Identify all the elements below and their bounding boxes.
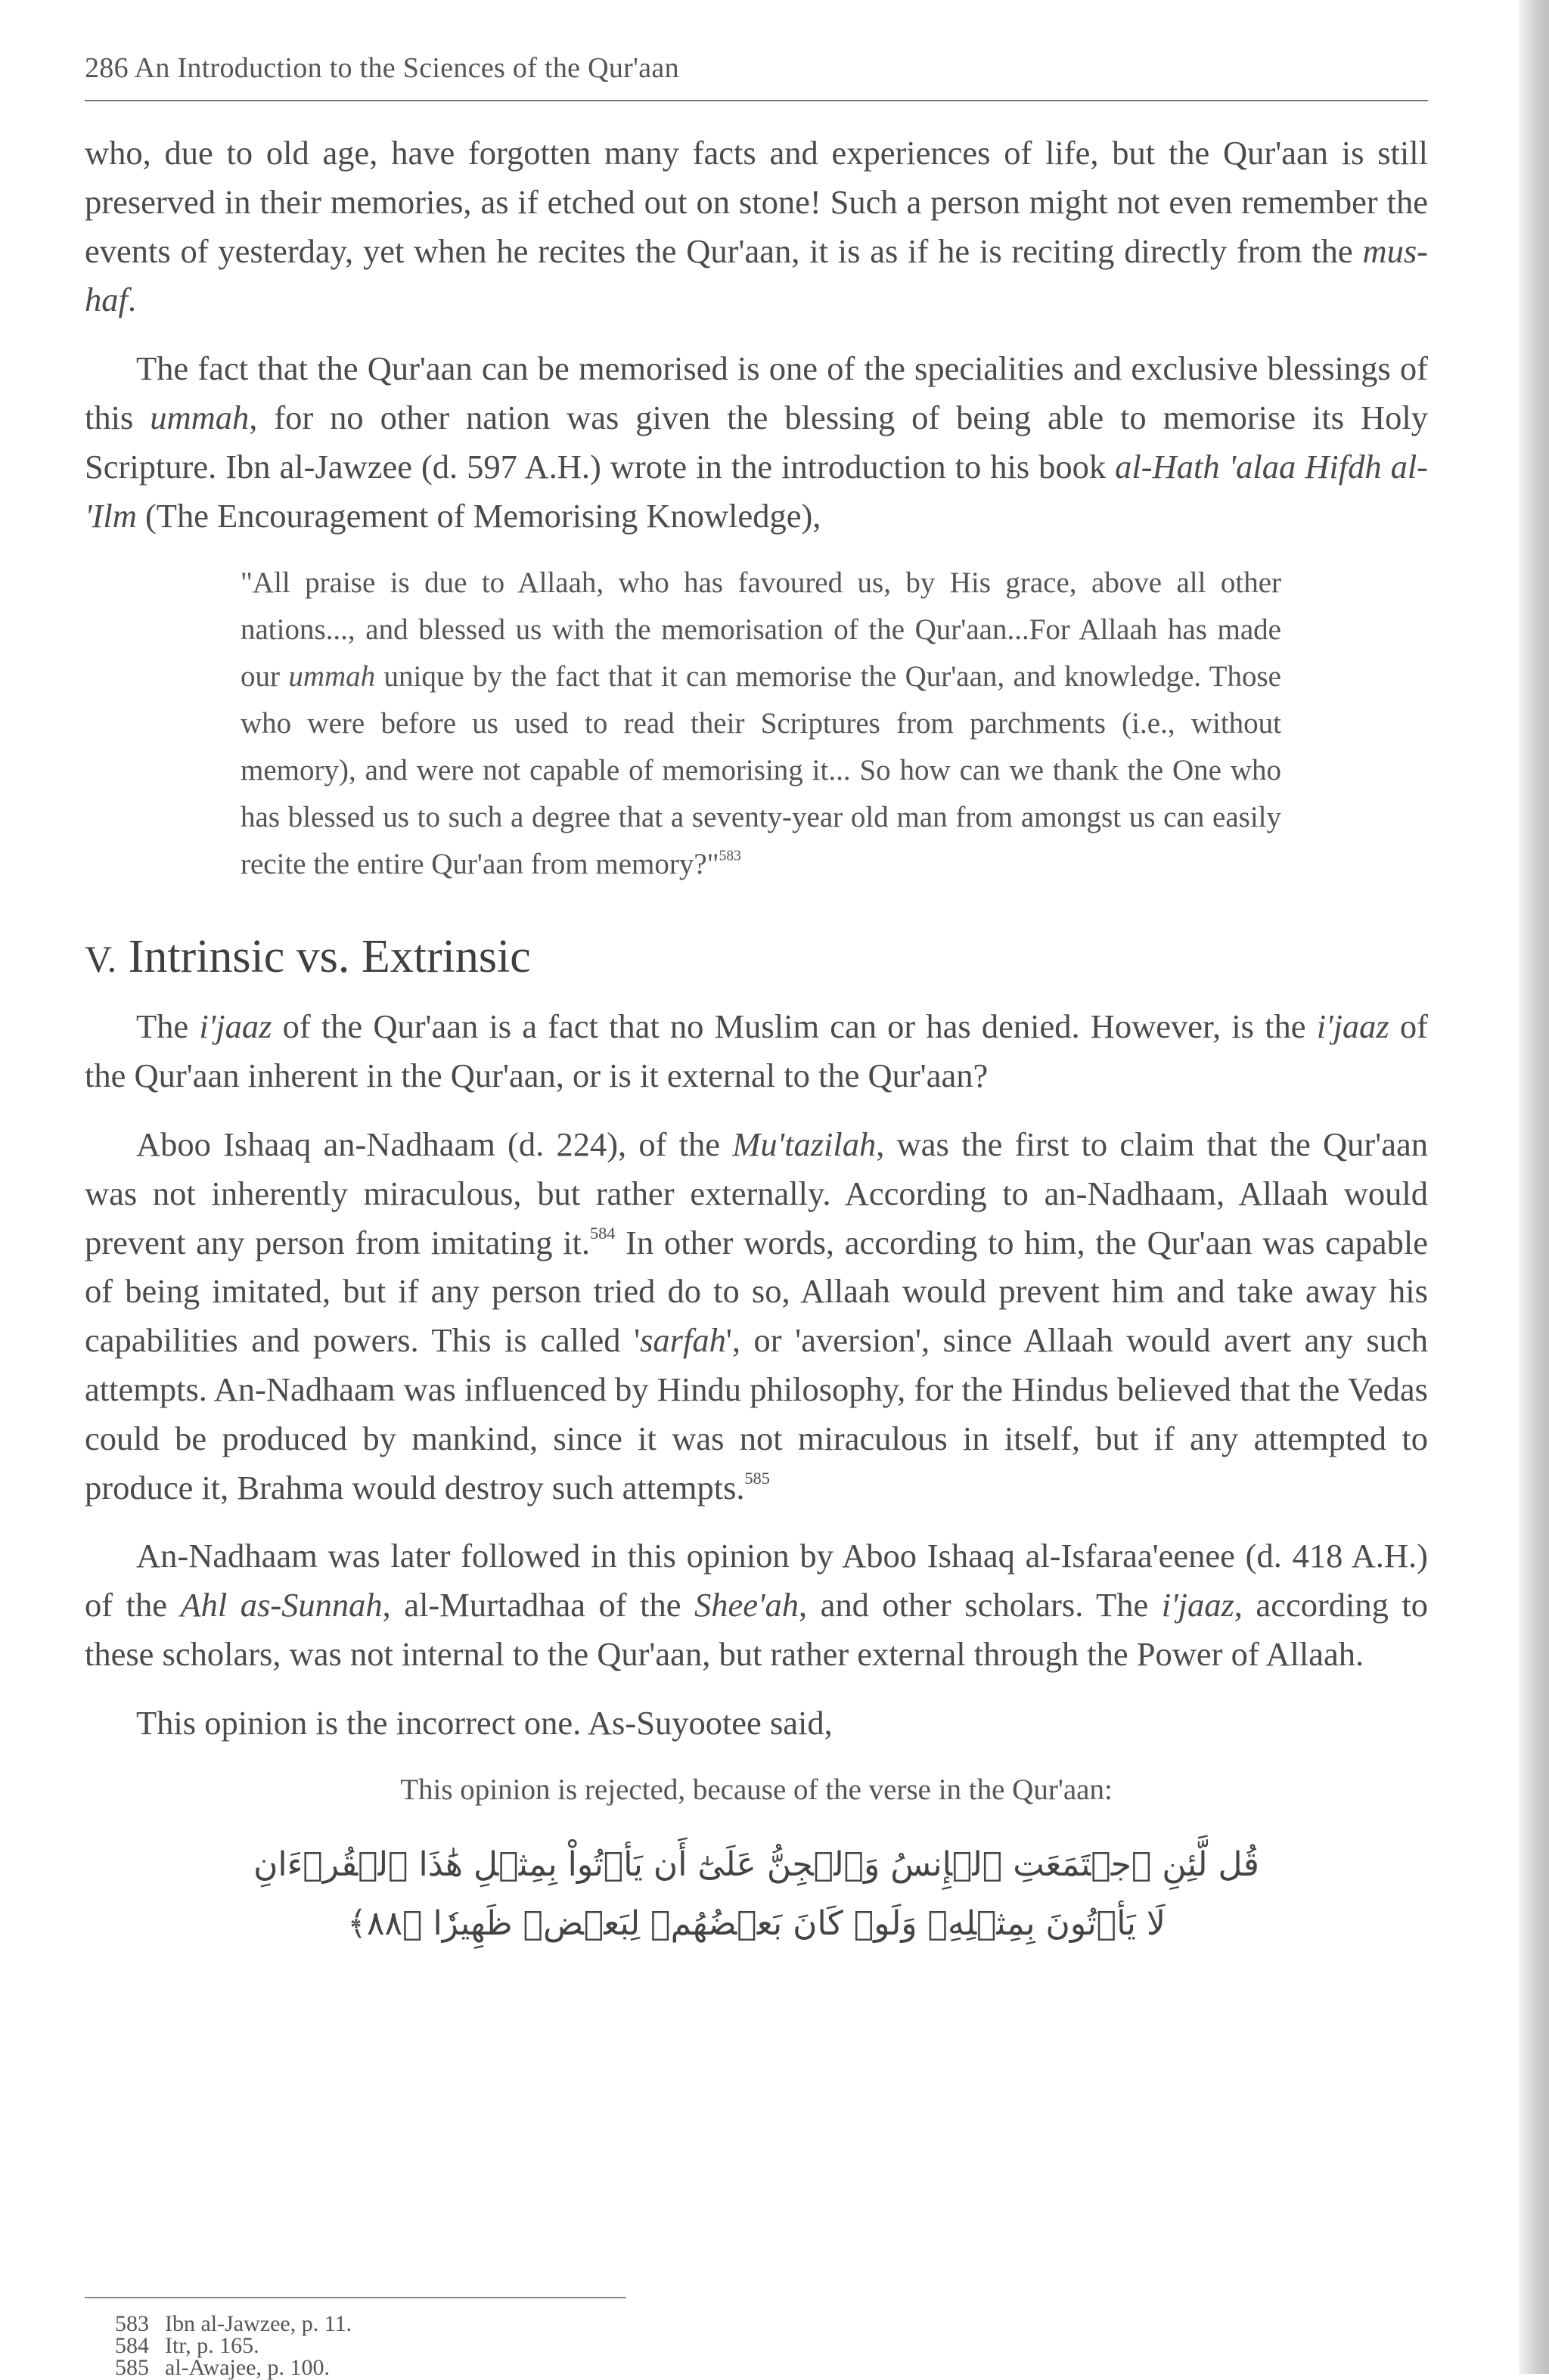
blockquote-as-suyootee: This opinion is rejected, because of the verse in the Qur'aan:: [400, 1773, 1113, 1806]
main-text: [85, 129, 1428, 1953]
paragraph-3: The i'jaaz of the Qur'aan is a fact that no Muslim can or has denied. However, is the i'jaaz of the Qur'aan inherent in the Qur'aan, or is it external to the Qur'aan?: [85, 1007, 1428, 1095]
footnote-583: 583 Ibn al-Jawzee, p. 11.: [115, 2311, 352, 2336]
paragraph-6: This opinion is the incorrect one. As-Suyootee said,: [136, 1703, 833, 1742]
paragraph-1: who, due to old age, have forgotten many facts and experiences of life, but the Qur'aan is still preserved in their memories, as if etched out on stone! Such a person might not even remember the events of yesterday, yet when he recites the Qur'aan, it is as if he is reciting directly from the mus-haf.: [85, 134, 1428, 319]
section-number: V.: [85, 938, 117, 981]
footnote-rule: [85, 2297, 626, 2298]
paragraph-5: An-Nadhaam was later followed in this opinion by Aboo Ishaaq al-Isfaraa'eenee (d. 418 A.H.) of the Ahl as-Sunnah, al-Murtadhaa of the Shee'ah, and other scholars. The i'jaaz, according to these scholars, was not internal to the Qur'aan, but rather external through the Power of Allaah.: [85, 1537, 1429, 1673]
paragraph-2: The fact that the Qur'aan can be memorised is one of the specialities and exclusive blessings of this ummah, for no other nation was given the blessing of being able to memorise its Holy Scripture. Ibn al-Jawzee (d. 597 A.H.) wrote in the introduction to his book al-Hath 'alaa Hifdh al-'Ilm (The Encouragement of Memorising Knowledge),: [85, 349, 1428, 535]
quran-verse-line-1: قُل لَّئِنِ ٱجۡتَمَعَتِ ٱلۡإِنسُ وَٱلۡجِنُّ عَلَىٰٓ أَن يَأۡتُواْ بِمِثۡلِ هَٰذَا ٱلۡقُرۡءَانِ: [253, 1845, 1259, 1884]
section-heading: [85, 930, 1428, 985]
section-title: Intrinsic vs. Extrinsic: [128, 931, 531, 983]
footnote-584: 584 Itr, p. 165.: [115, 2333, 259, 2358]
header-rule: [85, 100, 1428, 101]
blockquote-ibn-al-jawzee: "All praise is due to Allaah, who has favoured us, by His grace, above all other nations..., and blessed us with the memorisation of the Qur'aan...For Allaah has made our ummah unique by the fact that it can memorise the Qur'aan, and knowledge. Those who were before us used to read their Scriptures from parchments (i.e., without memory), and were not capable of memorising it... So how can we thank the One who has blessed us to such a degree that a seventy-year old man from amongst us can easily recite the entire Qur'aan from memory?"$^{583}$: [241, 566, 1281, 881]
paragraph-4: Aboo Ishaaq an-Nadhaam (d. 224), of the Mu'tazilah, was the first to claim that the Qur'aan was not inherently miraculous, but rather externally. According to an-Nadhaam, Allaah would prevent any person from imitating it.$^{584}$ In other words, according to him, the Qur'aan was capable of being imitated, but if any person tried do to so, Allaah would prevent him and take away his capabilities and powers. This is called 'sarfah', or 'aversion', since Allaah would avert any such attempts. An-Nadhaam was influenced by Hindu philosophy, for the Hindus believed that the Vedas could be produced by mankind, since it was not miraculous in itself, but if any attempted to produce it, Brahma would destroy such attempts.$^{585}$: [85, 1125, 1429, 1507]
footnotes: [115, 2313, 720, 2378]
page-spine-shadow: [1519, 0, 1549, 2374]
quran-verse-line-2: لَا يَأۡتُونَ بِمِثۡلِهِۦ وَلَوۡ كَانَ بَعۡضُهُمۡ لِبَعۡضٖ ظَهِيرٗا ﴿٨٨﴾: [347, 1904, 1166, 1943]
running-header: 286 An Introduction to the Sciences of the Qur'aan: [85, 52, 679, 84]
footnote-585: 585 al-Awajee, p. 100.: [115, 2355, 330, 2380]
